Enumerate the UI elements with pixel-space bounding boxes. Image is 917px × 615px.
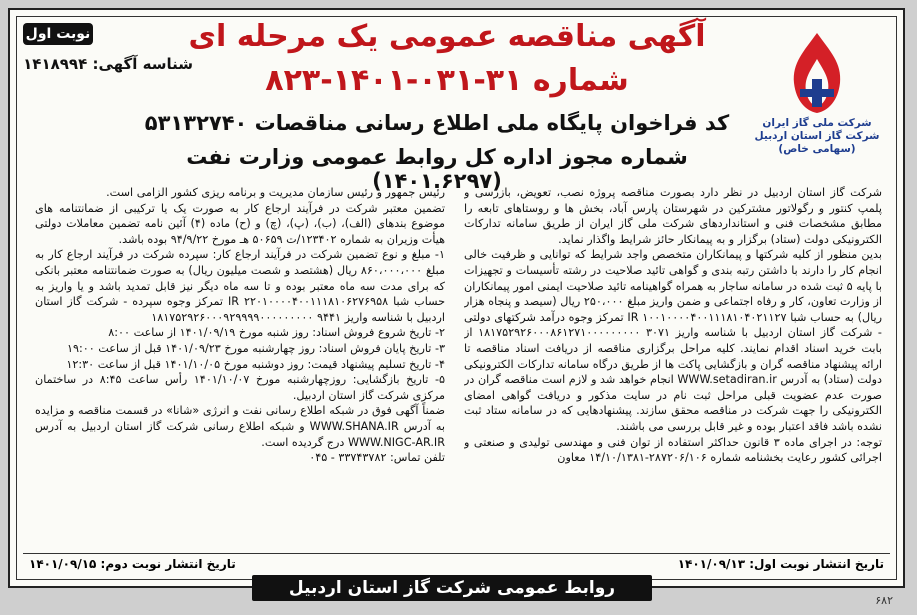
- logo-line-2: شرکت گاز استان اردبیل: [754, 130, 880, 142]
- paragraph: ۱- مبلغ و نوع تضمین شرکت در فرآیند ارجاع کار: سپرده شرکت در فرآیند ارجاع کار به مبلغ ۸۶۰،۰۰۰،۰۰۰ ریال (هشتصد و شصت میلیون ریال) به صورت ضمانتنامه معتبر بانکی که برای مدت سه ماه معتبر بوده و تا سه ماه دیگر نیز قابل تمدید باشد و یا واریز به حساب شبا IR ۲۲۰۱۰۰۰۰۴۰۰۱۱۱۸۱۰۶۲۷۶۹۵۸ تمرکز وجوه سپرده - شرکت گاز استان اردبیل با شناسه واریز ۹۴۴۱ ۱۸۱۷۵۲۹۲۶۰۰۰۹۲۹۹۹۹۰۰۰۰۰۰۰۰۰: [35, 248, 445, 324]
- tender-number: شماره ۳۱-۰۳۱-۱۴۰۱-۸۲۳: [265, 63, 629, 98]
- paragraph: ضمناً آگهی فوق در شبکه اطلاع رسانی نفت و انرژی «شانا» در قسمت مناقصه و مزایده به آدرس WWW.SHANA.IR و شبکه اطلاع رسانی شرکت گاز استان اردبیل به آدرس WWW.NIGC-AR.IR درج گردیده است.: [35, 404, 445, 449]
- list-item: ۳- تاریخ پایان فروش اسناد: روز چهارشنبه مورخ ۱۴۰۱/۰۹/۲۳ قبل از ساعت ۱۹:۰۰: [66, 341, 445, 355]
- page-number: ۶۸۲: [875, 594, 893, 607]
- paragraph: بدین منظور از کلیه شرکتها و پیمانکاران متخصص واجد شرایط که توانایی و ظرفیت خالی انجام کار را دارند با داشتن رتبه بندی و گواهی تائید صلاحیت در رشته تأسیسات و تجهیزات با پایه ۵ ثبت شده در سامانه ساجار به همراه گواهینامه تائید صلاحیت ایمنی امور پیمانکاران از وزارت تعاون، کار و رفاه اجتماعی و ضمن واریز مبلغ ۲۵۰،۰۰۰ ریال (سیصد و پنجاه هزار ریال) به حساب شبا IR ۱۰۰۱۰۰۰۰۴۰۰۱۱۱۸۱۰۴۰۲۱۱۲۷ تمرکز وجوه درآمد شرکتهای دولتی - شرکت گاز استان اردبیل با شناسه واریز ۳۰۷۱ ۱۸۱۷۵۲۹۲۶۰۰۰۸۶۱۲۷۱۰۰۰۰۰۰۰۰۰ از بابت خرید اسناد اقدام نمایند. کلیه مراحل برگزاری مناقصه از دریافت اسناد مناقصه تا ارائه پیشنهاد مناقصه گران و بازگشایی پاکت ها از طریق درگاه سامانه تدارکات الکترونیکی دولت (ستاد) به آدرس WWW.setadiran.ir انجام خواهد شد و لازم است مناقصه گران در صورت عدم عضویت قبلی مراحل ثبت نام در سایت مذکور و دریافت گواهی امضای الکترونیکی را جهت شرکت در مناقصه محقق سازند. پیشنهادهایی که در سامانه ستاد ثبت نشده باشد فاقد اعتبار بوده و غیر قابل بررسی می باشند.: [464, 248, 882, 433]
- divider: [23, 553, 890, 554]
- tender-notice: [8, 8, 905, 598]
- left-column: [35, 185, 445, 545]
- portal-code: کد فراخوان پایگاه ملی اطلاع رسانی مناقصات ۵۳۱۳۲۷۴۰: [144, 111, 730, 135]
- gas-flame-icon: [782, 29, 852, 117]
- notice-title: آگهی مناقصه عمومی یک مرحله ای: [188, 19, 706, 54]
- notice-border: [16, 16, 897, 598]
- second-publish-date: تاریخ انتشار نوبت دوم: ۱۴۰۱/۰۹/۱۵: [29, 557, 236, 571]
- list-item: ۵- تاریخ بازگشایی: روزچهارشنبه مورخ ۱۴۰۱/۱۰/۰۷ رأس ساعت ۸:۴۵ در ساختمان مرکزی شرکت گاز استان اردبیل.: [35, 373, 445, 402]
- list-item: ۴- تاریخ تسلیم پیشنهاد قیمت: روز دوشنبه مورخ ۱۴۰۱/۱۰/۰۵ قبل از ساعت ۱۲:۳۰: [66, 357, 445, 371]
- paragraph: تضمین معتبر شرکت در فرآیند ارجاع کار به صورت یک یا ترکیبی از ضمانتنامه های موضوع بندهای (الف)، (ب)، (پ)، (چ) و (ح) ماده (۴) آئین نامه تضمین معاملات دولتی هیأت وزیران به شماره ۱۲۳۴۰۲/ت ۵۰۶۵۹ هـ مورخ ۹۴/۹/۲۲ بوده باشد.: [35, 201, 445, 246]
- phone-number: تلفن تماس: ۳۳۷۴۳۷۸۲ - ۰۴۵: [309, 451, 445, 465]
- round-badge: نوبت اول: [23, 23, 93, 45]
- paragraph: توجه: در اجرای ماده ۳ قانون حداکثر استفاده از توان فنی و مهندسی تولیدی و صنعتی و اجرائی کشور رعایت بخشنامه شماره ۲۸۷۲۰۶/۱۰۶-۱۴/۱۰/۱۳۸۱ معاون: [464, 435, 882, 465]
- footer-banner: روابط عمومی شرکت گاز استان اردبیل: [252, 575, 652, 601]
- list-item: ۲- تاریخ شروع فروش اسناد: روز شنبه مورخ ۱۴۰۱/۰۹/۱۹ از ساعت ۸:۰۰: [108, 326, 445, 340]
- logo-line-1: شرکت ملی گاز ایران: [762, 117, 872, 129]
- first-publish-date: تاریخ انتشار نوبت اول: ۱۴۰۱/۰۹/۱۳: [677, 557, 884, 571]
- logo-line-3: (سهامی خاص): [778, 143, 856, 155]
- ad-number: شناسه آگهی: ۱۴۱۸۹۹۴: [23, 55, 193, 73]
- right-column: [464, 185, 882, 545]
- permit-number: شماره مجوز اداره کل روابط عمومی وزارت نفت (۱۴۰۱.۶۲۹۷): [186, 145, 688, 193]
- company-logo: [752, 29, 882, 179]
- paragraph: رئیس جمهور و رئیس سازمان مدیریت و برنامه ریزی کشور الزامی است.: [106, 186, 445, 199]
- paragraph: شرکت گاز استان اردبیل در نظر دارد بصورت مناقصه پروژه نصب، تعویض، بازرسی و پلمپ کنتور و رگولاتور مشترکین در شهرستان پارس آباد، بخش ها و روستاهای تابعه را مطابق مشخصات فنی و استانداردهای شرکت ملی گاز ایران از طریق سامانه تدارکات الکترونیکی دولت (ستاد) برگزار و به پیمانکار حائز شرایط واگذار نماید.: [464, 186, 882, 246]
